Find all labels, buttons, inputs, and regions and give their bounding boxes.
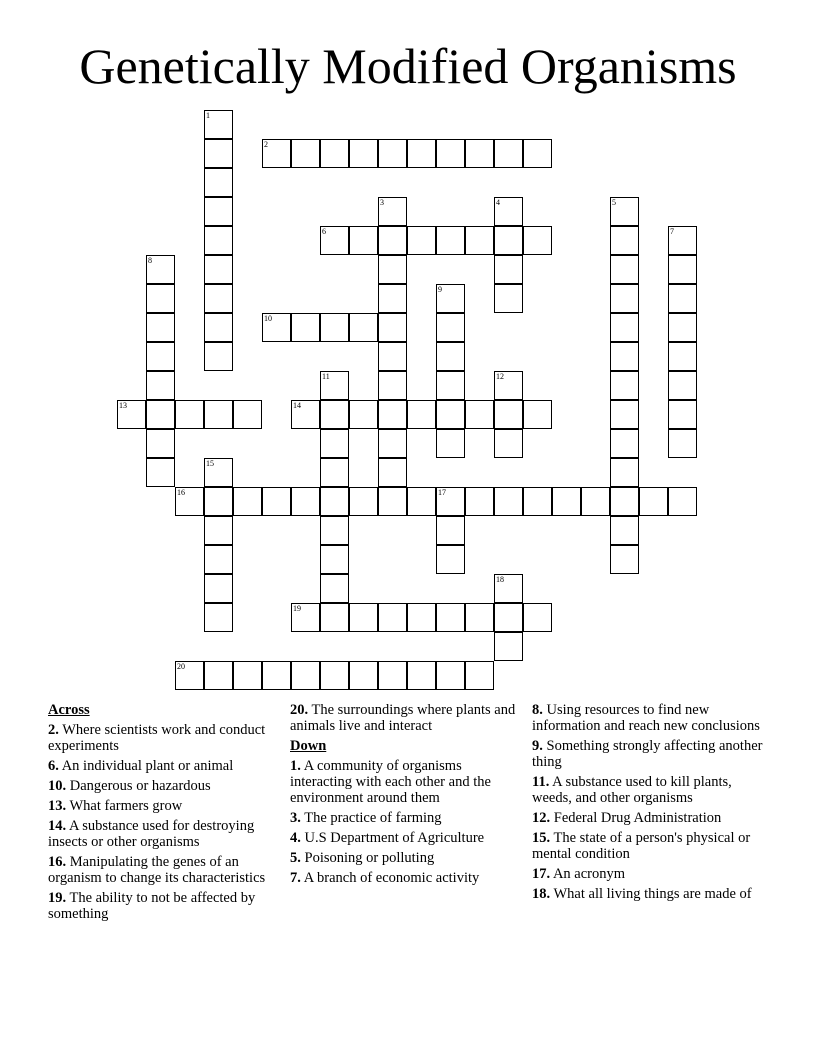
clue-item-text: Dangerous or hazardous bbox=[66, 778, 211, 794]
clue-item-text: What farmers grow bbox=[66, 798, 183, 814]
clue-number: 14 bbox=[293, 401, 301, 410]
clue-item bbox=[532, 886, 764, 902]
grid-cell[interactable] bbox=[610, 400, 639, 429]
grid-cell[interactable] bbox=[436, 429, 465, 458]
grid-cell[interactable] bbox=[378, 400, 407, 429]
clue-item bbox=[290, 758, 522, 806]
grid-cell[interactable] bbox=[204, 168, 233, 197]
grid-cell[interactable] bbox=[523, 400, 552, 429]
clue-item-text: Poisoning or polluting bbox=[300, 850, 435, 866]
grid-cell[interactable] bbox=[262, 313, 291, 342]
grid-cell[interactable] bbox=[378, 429, 407, 458]
clue-item bbox=[290, 830, 522, 846]
grid-cell[interactable] bbox=[378, 342, 407, 371]
clue-item-number: 7. bbox=[290, 870, 301, 886]
clue-item-text: Where scientists work and conduct experiments bbox=[48, 722, 266, 754]
grid-cell[interactable] bbox=[465, 400, 494, 429]
grid-cell[interactable] bbox=[668, 487, 697, 516]
clue-item bbox=[48, 758, 280, 774]
grid-cell[interactable] bbox=[291, 661, 320, 690]
clue-item-number: 11. bbox=[532, 774, 550, 790]
clue-item-text: Using resources to find new information and reach new conclusions bbox=[532, 702, 760, 734]
grid-cell[interactable] bbox=[320, 458, 349, 487]
clue-number: 4 bbox=[496, 198, 500, 207]
clue-item-number: 12. bbox=[532, 810, 551, 826]
grid-cell[interactable] bbox=[320, 400, 349, 429]
clue-number: 13 bbox=[119, 401, 127, 410]
grid-cell[interactable] bbox=[407, 400, 436, 429]
grid-cell[interactable] bbox=[407, 603, 436, 632]
clue-item-number: 2. bbox=[48, 722, 59, 738]
clue-number: 12 bbox=[496, 372, 504, 381]
grid-cell[interactable] bbox=[146, 429, 175, 458]
grid-cell[interactable] bbox=[320, 661, 349, 690]
clue-item-text: What all living things are made of bbox=[550, 886, 752, 902]
grid-cell[interactable] bbox=[378, 458, 407, 487]
clue-item-text: The practice of farming bbox=[300, 810, 442, 826]
clue-item-text: The state of a person's physical or mental condition bbox=[532, 830, 751, 862]
clue-item-text: The surroundings where plants and animals live and interact bbox=[290, 702, 516, 734]
clue-item bbox=[48, 854, 280, 886]
grid-cell[interactable] bbox=[378, 197, 407, 226]
grid-cell[interactable] bbox=[291, 603, 320, 632]
clue-item-text: A substance used to kill plants, weeds, and other organisms bbox=[532, 774, 732, 806]
clue-number: 9 bbox=[438, 285, 442, 294]
grid-cell[interactable] bbox=[523, 139, 552, 168]
grid-cell[interactable] bbox=[320, 545, 349, 574]
clue-number: 19 bbox=[293, 604, 301, 613]
clue-item bbox=[290, 702, 522, 734]
grid-cell[interactable] bbox=[668, 429, 697, 458]
grid-cell[interactable] bbox=[668, 400, 697, 429]
grid-cell[interactable] bbox=[204, 574, 233, 603]
clue-item bbox=[290, 810, 522, 826]
grid-cell[interactable] bbox=[146, 313, 175, 342]
grid-cell[interactable] bbox=[494, 197, 523, 226]
grid-cell[interactable] bbox=[436, 371, 465, 400]
grid-cell[interactable] bbox=[349, 139, 378, 168]
grid-cell[interactable] bbox=[233, 400, 262, 429]
grid-cell[interactable] bbox=[610, 545, 639, 574]
grid-cell[interactable] bbox=[204, 226, 233, 255]
clue-item-text: A substance used for destroying insects or other organisms bbox=[48, 818, 255, 850]
puzzle-title: Genetically Modified Organisms bbox=[79, 38, 737, 94]
grid-cell[interactable] bbox=[639, 487, 668, 516]
clue-item bbox=[48, 890, 280, 922]
clue-item-text: U.S Department of Agriculture bbox=[300, 830, 485, 846]
grid-cell[interactable] bbox=[668, 255, 697, 284]
grid-cell[interactable] bbox=[175, 661, 204, 690]
grid-cell[interactable] bbox=[320, 313, 349, 342]
grid-cell[interactable] bbox=[204, 342, 233, 371]
grid-cell[interactable] bbox=[436, 545, 465, 574]
clue-item-number: 6. bbox=[48, 758, 59, 774]
clue-item-number: 20. bbox=[290, 702, 309, 718]
grid-cell[interactable] bbox=[204, 661, 233, 690]
grid-cell[interactable] bbox=[494, 255, 523, 284]
grid-cell[interactable] bbox=[610, 197, 639, 226]
grid-cell[interactable] bbox=[320, 226, 349, 255]
grid-cell[interactable] bbox=[436, 516, 465, 545]
section-heading-down: Down bbox=[290, 738, 327, 754]
grid-cell[interactable] bbox=[204, 545, 233, 574]
clue-number: 18 bbox=[496, 575, 504, 584]
clue-number: 8 bbox=[148, 256, 152, 265]
grid-cell[interactable] bbox=[146, 458, 175, 487]
grid-cell[interactable] bbox=[407, 487, 436, 516]
clue-item-number: 18. bbox=[532, 886, 551, 902]
clue-number: 1 bbox=[206, 111, 210, 120]
grid-cell[interactable] bbox=[436, 400, 465, 429]
grid-cell[interactable] bbox=[668, 226, 697, 255]
grid-cell[interactable] bbox=[436, 284, 465, 313]
grid-cell[interactable] bbox=[204, 313, 233, 342]
clue-item bbox=[48, 722, 280, 754]
clue-item-number: 19. bbox=[48, 890, 67, 906]
clue-item-text: An acronym bbox=[550, 866, 626, 882]
grid-cell[interactable] bbox=[378, 313, 407, 342]
clue-item-number: 16. bbox=[48, 854, 67, 870]
grid-cell[interactable] bbox=[668, 284, 697, 313]
clue-number: 16 bbox=[177, 488, 185, 497]
clues-column-1 bbox=[48, 702, 280, 926]
clue-item-text: Federal Drug Administration bbox=[550, 810, 722, 826]
grid-cell[interactable] bbox=[668, 313, 697, 342]
clue-number: 20 bbox=[177, 662, 185, 671]
clue-number: 10 bbox=[264, 314, 272, 323]
grid-cell[interactable] bbox=[465, 661, 494, 690]
clue-item-text: An individual plant or animal bbox=[58, 758, 234, 774]
grid-cell[interactable] bbox=[378, 603, 407, 632]
grid-cell[interactable] bbox=[291, 313, 320, 342]
grid-cell[interactable] bbox=[146, 284, 175, 313]
clue-item-text: A branch of economic activity bbox=[300, 870, 480, 886]
grid-cell[interactable] bbox=[407, 226, 436, 255]
clue-item-number: 4. bbox=[290, 830, 301, 846]
grid-cell[interactable] bbox=[436, 661, 465, 690]
clue-item bbox=[532, 702, 764, 734]
grid-cell[interactable] bbox=[436, 603, 465, 632]
grid-cell[interactable] bbox=[349, 313, 378, 342]
grid-cell[interactable] bbox=[291, 487, 320, 516]
grid-cell[interactable] bbox=[610, 226, 639, 255]
clue-item-text: The ability to not be affected by something bbox=[48, 890, 256, 922]
grid-cell[interactable] bbox=[204, 400, 233, 429]
grid-cell[interactable] bbox=[465, 139, 494, 168]
grid-cell[interactable] bbox=[494, 139, 523, 168]
grid-cell[interactable] bbox=[610, 342, 639, 371]
grid-cell[interactable] bbox=[494, 632, 523, 661]
grid-cell[interactable] bbox=[494, 400, 523, 429]
grid-cell[interactable] bbox=[204, 255, 233, 284]
grid-cell[interactable] bbox=[349, 661, 378, 690]
clue-item bbox=[532, 810, 764, 826]
grid-cell[interactable] bbox=[204, 516, 233, 545]
clue-number: 15 bbox=[206, 459, 214, 468]
clue-item-text: Manipulating the genes of an organism to change its characteristics bbox=[48, 854, 266, 886]
clue-item-number: 13. bbox=[48, 798, 67, 814]
clue-number: 2 bbox=[264, 140, 268, 149]
grid-cell[interactable] bbox=[581, 487, 610, 516]
section-heading-across: Across bbox=[48, 702, 90, 718]
grid-cell[interactable] bbox=[436, 342, 465, 371]
clue-item bbox=[48, 798, 280, 814]
grid-cell[interactable] bbox=[436, 139, 465, 168]
clue-number: 3 bbox=[380, 198, 384, 207]
grid-cell[interactable] bbox=[610, 284, 639, 313]
clue-item-number: 17. bbox=[532, 866, 551, 882]
clue-number: 5 bbox=[612, 198, 616, 207]
grid-cell[interactable] bbox=[117, 400, 146, 429]
grid-cell[interactable] bbox=[291, 139, 320, 168]
grid-cell[interactable] bbox=[204, 458, 233, 487]
grid-cell[interactable] bbox=[204, 110, 233, 139]
grid-cell[interactable] bbox=[291, 400, 320, 429]
grid-cell[interactable] bbox=[610, 313, 639, 342]
grid-cell[interactable] bbox=[262, 487, 291, 516]
grid-cell[interactable] bbox=[436, 226, 465, 255]
grid-cell[interactable] bbox=[204, 487, 233, 516]
grid-cell[interactable] bbox=[320, 516, 349, 545]
clue-item-number: 9. bbox=[532, 738, 543, 754]
clue-number: 11 bbox=[322, 372, 330, 381]
grid-cell[interactable] bbox=[320, 574, 349, 603]
grid-cell[interactable] bbox=[262, 139, 291, 168]
grid-cell[interactable] bbox=[494, 284, 523, 313]
grid-cell[interactable] bbox=[320, 429, 349, 458]
grid-cell[interactable] bbox=[494, 603, 523, 632]
grid-cell[interactable] bbox=[233, 487, 262, 516]
grid-cell[interactable] bbox=[407, 661, 436, 690]
grid-cell[interactable] bbox=[668, 371, 697, 400]
grid-cell[interactable] bbox=[349, 487, 378, 516]
clue-item-number: 1. bbox=[290, 758, 301, 774]
grid-cell[interactable] bbox=[523, 603, 552, 632]
grid-cell[interactable] bbox=[204, 197, 233, 226]
clue-item bbox=[532, 774, 764, 806]
grid-cell[interactable] bbox=[494, 226, 523, 255]
clue-item-text: Something strongly affecting another thing bbox=[532, 738, 763, 770]
grid-cell[interactable] bbox=[378, 487, 407, 516]
clue-number: 6 bbox=[322, 227, 326, 236]
clue-item-number: 10. bbox=[48, 778, 67, 794]
clue-item-number: 15. bbox=[532, 830, 551, 846]
grid-cell[interactable] bbox=[378, 226, 407, 255]
grid-cell[interactable] bbox=[552, 487, 581, 516]
clue-number: 7 bbox=[670, 227, 674, 236]
grid-cell[interactable] bbox=[610, 371, 639, 400]
grid-cell[interactable] bbox=[378, 661, 407, 690]
grid-cell[interactable] bbox=[349, 400, 378, 429]
grid-cell[interactable] bbox=[146, 255, 175, 284]
clue-item bbox=[290, 850, 522, 866]
grid-cell[interactable] bbox=[610, 487, 639, 516]
grid-cell[interactable] bbox=[349, 603, 378, 632]
grid-cell[interactable] bbox=[436, 313, 465, 342]
grid-cell[interactable] bbox=[146, 400, 175, 429]
grid-cell[interactable] bbox=[436, 487, 465, 516]
grid-cell[interactable] bbox=[465, 603, 494, 632]
grid-cell[interactable] bbox=[378, 371, 407, 400]
clue-item-number: 3. bbox=[290, 810, 301, 826]
clue-item-text: A community of organisms interacting with each other and the environment around them bbox=[290, 758, 491, 806]
grid-cell[interactable] bbox=[465, 487, 494, 516]
grid-cell[interactable] bbox=[378, 284, 407, 313]
clue-item bbox=[48, 778, 280, 794]
grid-cell[interactable] bbox=[320, 371, 349, 400]
grid-cell[interactable] bbox=[262, 661, 291, 690]
clue-item bbox=[290, 870, 522, 886]
clue-item-number: 14. bbox=[48, 818, 67, 834]
grid-cell[interactable] bbox=[320, 603, 349, 632]
clues-column-3 bbox=[532, 702, 764, 906]
grid-cell[interactable] bbox=[146, 371, 175, 400]
clue-item bbox=[532, 866, 764, 882]
grid-cell[interactable] bbox=[494, 487, 523, 516]
grid-cell[interactable] bbox=[465, 226, 494, 255]
grid-cell[interactable] bbox=[523, 226, 552, 255]
grid-cell[interactable] bbox=[378, 139, 407, 168]
grid-cell[interactable] bbox=[610, 429, 639, 458]
grid-cell[interactable] bbox=[146, 342, 175, 371]
grid-cell[interactable] bbox=[523, 487, 552, 516]
grid-cell[interactable] bbox=[378, 255, 407, 284]
grid-cell[interactable] bbox=[175, 400, 204, 429]
grid-cell[interactable] bbox=[494, 371, 523, 400]
grid-cell[interactable] bbox=[349, 226, 378, 255]
clue-item-number: 5. bbox=[290, 850, 301, 866]
grid-cell[interactable] bbox=[233, 661, 262, 690]
clues-column-2 bbox=[290, 702, 522, 890]
grid-cell[interactable] bbox=[407, 139, 436, 168]
clue-number: 17 bbox=[438, 488, 446, 497]
grid-cell[interactable] bbox=[494, 429, 523, 458]
clue-item bbox=[48, 818, 280, 850]
grid-cell[interactable] bbox=[610, 458, 639, 487]
clue-item bbox=[532, 738, 764, 770]
grid-cell[interactable] bbox=[494, 574, 523, 603]
grid-cell[interactable] bbox=[204, 139, 233, 168]
grid-cell[interactable] bbox=[610, 516, 639, 545]
grid-cell[interactable] bbox=[175, 487, 204, 516]
grid-cell[interactable] bbox=[610, 255, 639, 284]
clue-item bbox=[532, 830, 764, 862]
grid-cell[interactable] bbox=[668, 342, 697, 371]
clue-item-number: 8. bbox=[532, 702, 543, 718]
grid-cell[interactable] bbox=[320, 487, 349, 516]
grid-cell[interactable] bbox=[204, 284, 233, 313]
grid-cell[interactable] bbox=[320, 139, 349, 168]
grid-cell[interactable] bbox=[204, 603, 233, 632]
